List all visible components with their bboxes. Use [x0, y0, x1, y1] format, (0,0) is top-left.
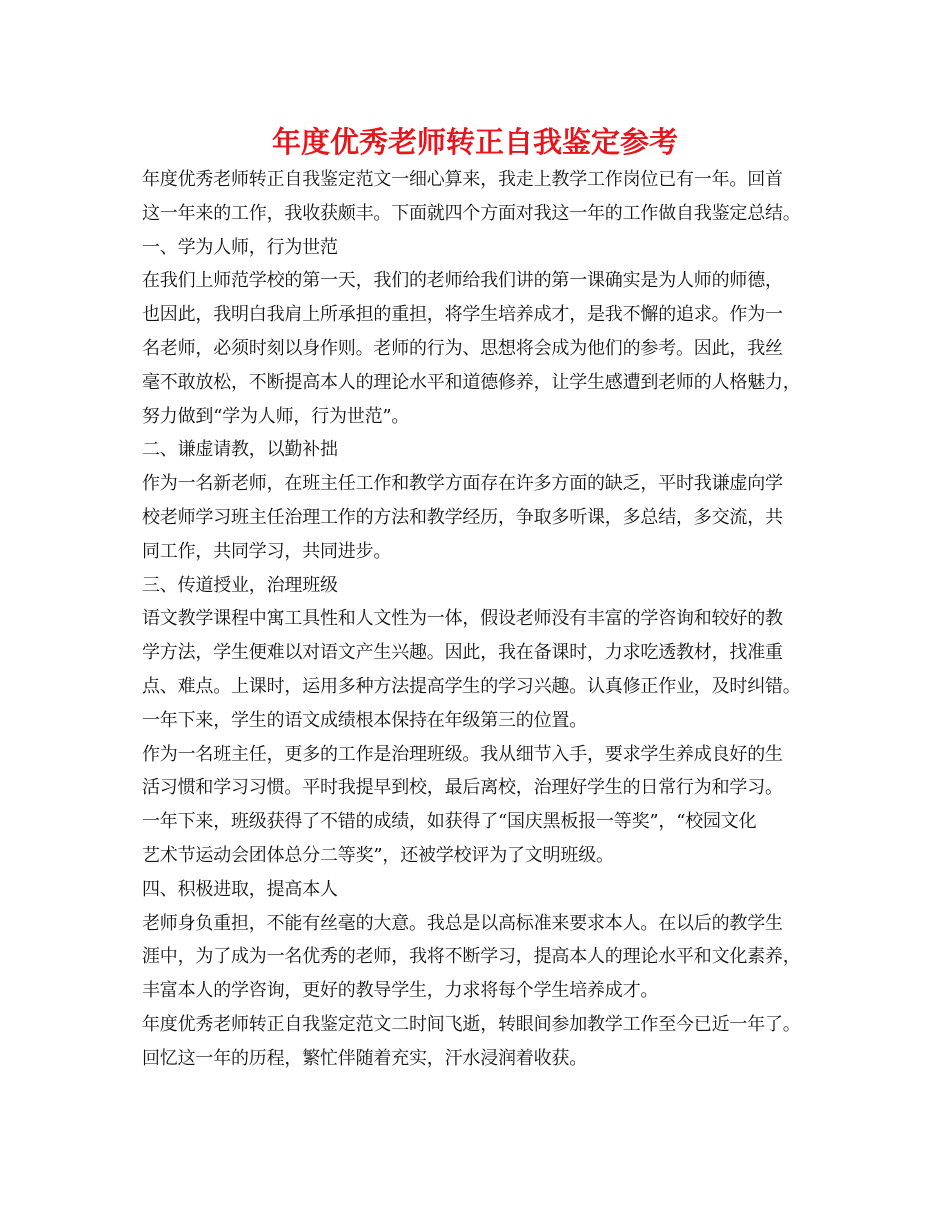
body-line: 校老师学习班主任治理工作的方法和教学经历，争取多听课，多总结，多交流，共: [142, 506, 783, 528]
document-title: 年度优秀老师转正自我鉴定参考: [271, 125, 678, 159]
body-line: 年度优秀老师转正自我鉴定范文一细心算来，我走上教学工作岗位已有一年。回首: [142, 169, 783, 190]
body-line: 语文教学课程中寓工具性和人文性为一体，假设老师没有丰富的学咨询和较好的教: [142, 608, 783, 630]
section-heading: 一、学为人师，行为世范: [142, 236, 338, 258]
body-line: 涯中，为了成为一名优秀的老师，我将不断学习，提高本人的理论水平和文化素养，: [142, 946, 801, 968]
body-line: 名老师，必须时刻以身作则。老师的行为、思想将会成为他们的参考。因此，我丝: [142, 337, 783, 359]
document-body: [142, 163, 832, 1076]
body-line: 点、难点。上课时，运用多种方法提高学生的学习兴趣。认真修正作业，及时纠错。: [142, 675, 801, 697]
section-heading: 三、传道授业，治理班级: [142, 574, 338, 596]
body-line: 年度优秀老师转正自我鉴定范文二时间飞逝，转眼间参加教学工作至今已近一年了。: [142, 1013, 801, 1035]
body-line: 活习惯和学习习惯。平时我提早到校，最后离校，治理好学生的日常行为和学习。: [142, 777, 783, 799]
body-line: 同工作，共同学习，共同进步。: [142, 540, 392, 562]
body-line: 一年下来，班级获得了不错的成绩，如获得了“国庆黑板报一等奖”，“校园文化: [142, 811, 757, 833]
body-line: 这一年来的工作，我收获颇丰。下面就四个方面对我这一年的工作做自我鉴定总结。: [142, 202, 801, 224]
body-line: 回忆这一年的历程，繁忙伴随着充实，汗水浸润着收获。: [142, 1047, 587, 1069]
body-line: 在我们上师范学校的第一天，我们的老师给我们讲的第一课确实是为人师的师德，: [142, 270, 783, 292]
body-line: 老师身负重担，不能有丝毫的大意。我总是以高标准来要求本人。在以后的教学生: [142, 912, 783, 934]
body-line: 作为一名班主任，更多的工作是治理班级。我从细节入手，要求学生养成良好的生: [142, 743, 783, 765]
body-line: 作为一名新老师，在班主任工作和教学方面存在许多方面的缺乏，平时我谦虚向学: [142, 473, 783, 495]
section-heading: 四、积极进取，提高本人: [142, 878, 338, 900]
body-line: 努力做到“学为人师，行为世范”。: [142, 405, 410, 427]
section-heading: 二、谦虚请教，以勤补拙: [142, 439, 338, 461]
body-line: 一年下来，学生的语文成绩根本保持在年级第三的位置。: [142, 709, 587, 731]
body-line: 毫不敢放松，不断提高本人的理论水平和道德修养，让学生感遭到老师的人格魅力，: [142, 371, 801, 393]
body-line: 丰富本人的学咨询，更好的教导学生，力求将每个学生培养成才。: [142, 980, 659, 1002]
body-line: 学方法，学生便难以对语文产生兴趣。因此，我在备课时，力求吃透教材，找准重: [142, 642, 783, 664]
body-line: 艺术节运动会团体总分二等奖”，还被学校评为了文明班级。: [142, 844, 614, 866]
body-line: 也因此，我明白我肩上所承担的重担，将学生培养成才，是我不懈的追求。作为一: [142, 304, 783, 326]
